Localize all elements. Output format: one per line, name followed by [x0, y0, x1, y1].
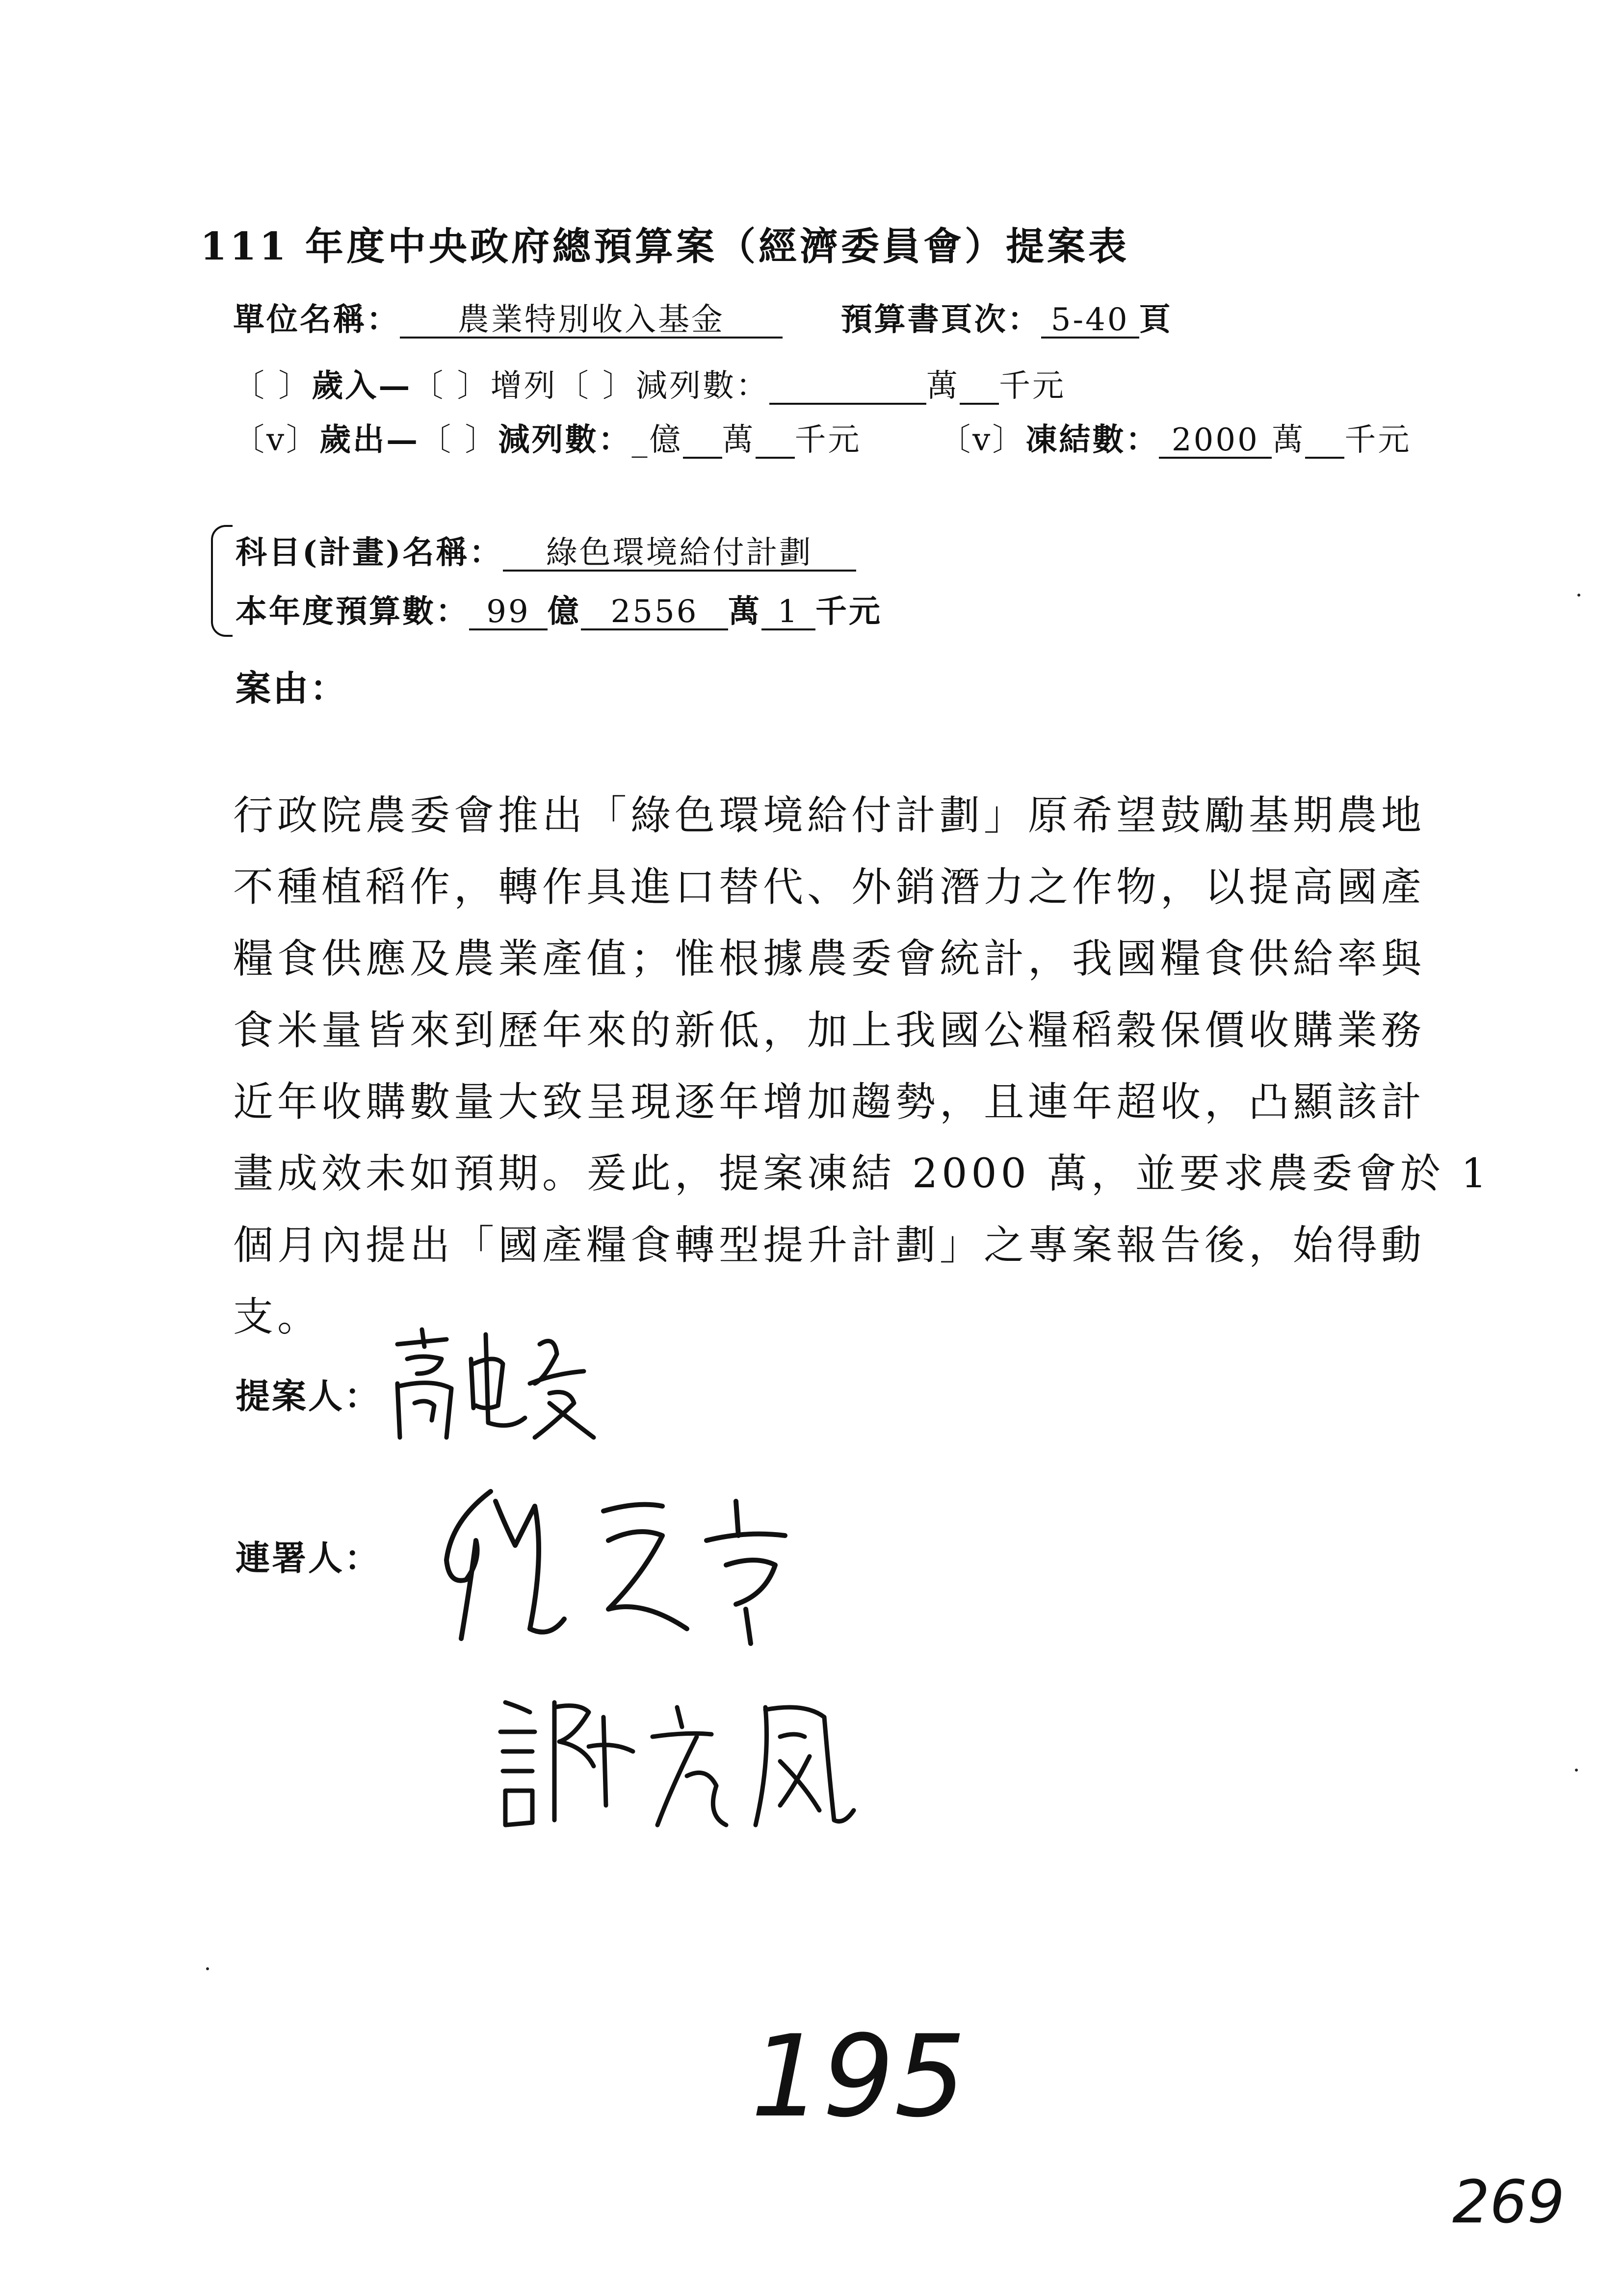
unit-value: 農業特別收入基金	[400, 304, 783, 339]
revenue-qian-unit: 千元	[999, 368, 1066, 404]
unit-label: 單位名稱：	[233, 301, 400, 338]
revenue-label: 歲入—	[312, 367, 412, 404]
freeze-wan-unit: 萬	[1272, 422, 1306, 458]
handwritten-corner-number: 269	[1452, 2168, 1565, 2237]
budget-wan-unit: 萬	[728, 593, 761, 630]
revenue-checkbox: 〔 〕	[233, 368, 312, 404]
scan-speck	[1577, 594, 1580, 597]
freeze-checkbox: 〔v〕	[939, 422, 1026, 458]
budget-yi-unit: 億	[548, 593, 581, 630]
scan-speck	[206, 1967, 209, 1970]
expenditure-decrease-label: 減列數：	[498, 421, 632, 458]
handwritten-page-number: 195	[751, 2011, 966, 2142]
expenditure-decrease-checkbox: 〔 〕	[419, 422, 498, 458]
revenue-decrease-label: 減列數：	[636, 368, 770, 404]
cosigner-signature	[432, 1482, 854, 1658]
reason-line: 個月內提出「國產糧食轉型提升計劃」之專案報告後，始得動	[233, 1222, 1426, 1269]
page-title: 111 年度中央政府總預算案（經濟委員會）提案表	[200, 224, 1129, 269]
revenue-increase-checkbox: 〔 〕	[412, 368, 491, 404]
reason-line: 畫成效未如預期。爰此，提案凍結 2000 萬，並要求農委會於 1	[233, 1150, 1491, 1197]
page-ref-value: 5-40	[1041, 304, 1139, 339]
scan-speck	[1575, 1769, 1578, 1772]
freeze-qian-unit: 千元	[1344, 422, 1412, 458]
expenditure-qian-unit: 千元	[794, 422, 862, 458]
subject-line	[236, 527, 856, 573]
cosigners-label: 連署人：	[236, 1538, 381, 1578]
expenditure-yi-unit: 億	[649, 422, 683, 458]
expenditure-wan-unit: 萬	[722, 422, 756, 458]
budget-yi-value: 99	[469, 596, 548, 630]
reason-line: 糧食供應及農業產值；惟根據農委會統計，我國糧食供給率與	[233, 936, 1426, 982]
proposer-label: 提案人：	[236, 1376, 381, 1416]
budget-qian-value: 1	[761, 596, 815, 630]
revenue-wan-unit: 萬	[926, 368, 960, 404]
reason-label: 案由：	[236, 667, 348, 709]
freeze-value: 2000	[1159, 424, 1272, 459]
budget-wan-value: 2556	[581, 596, 728, 630]
subject-bracket	[211, 525, 233, 637]
expenditure-line	[233, 415, 1411, 460]
budget-qian-unit: 千元	[815, 593, 882, 630]
freeze-label: 凍結數：	[1025, 421, 1159, 458]
proposer-signature	[388, 1325, 623, 1452]
page-ref-suffix: 頁	[1139, 301, 1173, 338]
unit-line	[233, 294, 1173, 339]
revenue-line	[233, 361, 1066, 406]
reason-line: 食米量皆來到歷年來的新低，加上我國公糧稻穀保價收購業務	[233, 1007, 1426, 1054]
reason-line: 行政院農委會推出「綠色環境給付計劃」原希望鼓勵基期農地	[233, 792, 1426, 839]
subject-value: 綠色環境給付計劃	[503, 537, 856, 572]
reason-line: 近年收購數量大致呈現逐年增加趨勢，且連年超收，凸顯該計	[233, 1079, 1426, 1125]
reason-line: 支。	[233, 1294, 322, 1340]
page-ref-label: 預算書頁次：	[840, 301, 1041, 338]
budget-label: 本年度預算數：	[236, 593, 469, 630]
cosigner-signature	[491, 1688, 864, 1845]
budget-line	[236, 586, 882, 631]
expenditure-yi-blank: _	[631, 422, 650, 458]
revenue-increase-label: 增列	[490, 368, 557, 404]
revenue-decrease-checkbox: 〔 〕	[557, 368, 636, 404]
expenditure-label: 歲出—	[319, 421, 420, 458]
expenditure-checkbox: 〔v〕	[233, 422, 320, 458]
reason-line: 不種植稻作，轉作具進口替代、外銷潛力之作物，以提高國產	[233, 864, 1426, 911]
subject-label: 科目(計畫)名稱：	[236, 534, 503, 571]
reason-text	[233, 780, 1491, 1353]
